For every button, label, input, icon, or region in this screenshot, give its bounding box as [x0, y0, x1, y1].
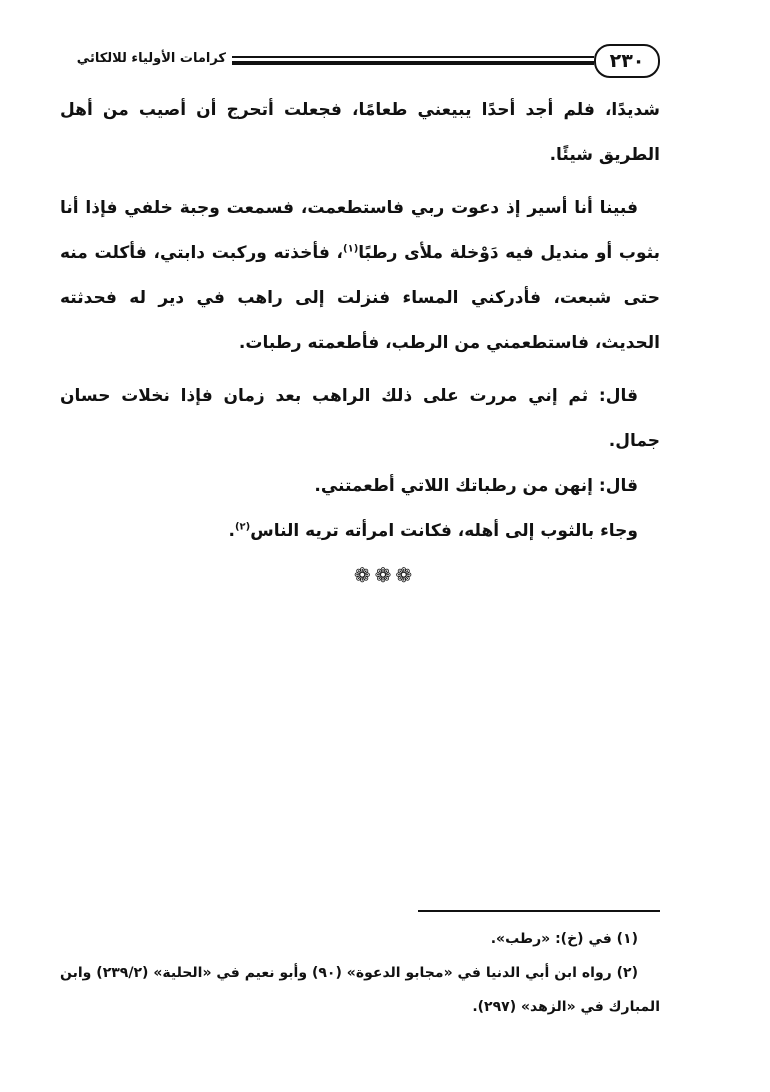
footnote-ref-1: (١) [343, 243, 359, 255]
paragraph-1: شديدًا، فلم أجد أحدًا يبيعني طعامًا، فجعلت أتحرج أن أصيب من أهل الطريق شيئًا. [60, 100, 660, 165]
paragraph-4: قال: إنهن من رطباتك اللاتي أطعمتني. [314, 476, 638, 496]
main-text [60, 88, 660, 554]
section-separator: ❁❁❁ [353, 563, 417, 587]
footnote-ref-2: (٢) [234, 521, 251, 533]
footnotes [60, 922, 660, 1024]
paragraph-5-text-b: . [228, 521, 235, 541]
header-rule [232, 56, 594, 58]
footnote-divider [418, 910, 660, 912]
footnote-1: (١) في (خ): «رطب». [490, 931, 638, 947]
page-header [60, 44, 660, 78]
header-rule-thick [232, 61, 594, 65]
footnote-2: (٢) رواه ابن أبي الدنيا في «مجابو الدعوة» (٩٠) وأبو نعيم في «الحلية» (٢٣٩/٢) وابن المبارك في «الزهد» (٢٩٧). [60, 965, 660, 1015]
page-number: ٢٣٠ [594, 44, 660, 78]
running-title: كرامات الأولياء للالكائي [76, 51, 226, 66]
paragraph-2-text-a: فبينا أنا أسير إذ دعوت ربي فاستطعمت، فسمعت وجبة خلفي فإذا أنا بثوب أو منديل فيه دَوْخلة ملأى رطبًا [60, 198, 660, 263]
paragraph-5 [60, 509, 660, 554]
paragraph-2 [60, 186, 660, 366]
paragraph-5-text-a: وجاء بالثوب إلى أهله، فكانت امرأته تريه الناس [250, 521, 638, 541]
paragraph-3: قال: ثم إني مررت على ذلك الراهب بعد زمان فإذا نخلات حسان جمال. [60, 386, 660, 451]
paragraph-2-text-b: ، فأخذته وركبت دابتي، فأكلت منه حتى شبعت، فأدركني المساء فنزلت إلى راهب في دير له فحدثته الحديث، فاستطعمني من الرطب، فأطعمته رطبات. [60, 243, 660, 353]
